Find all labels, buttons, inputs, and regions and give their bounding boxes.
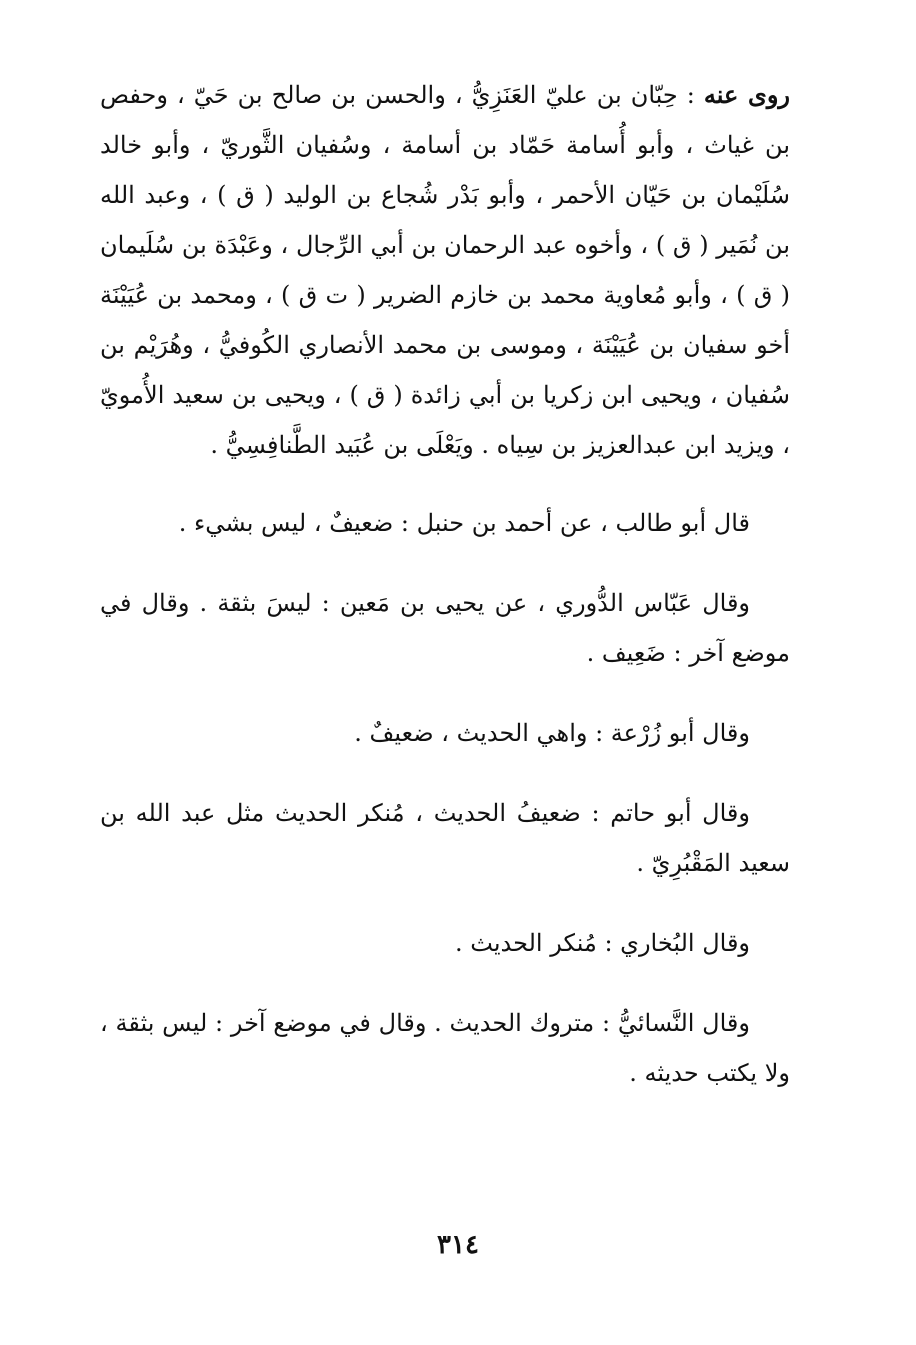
opinion-abu-hatim: وقال أبو حاتم : ضعيفُ الحديث ، مُنكر الحديث مثل عبد الله بن سعيد المَقْبُرِيّ . <box>100 799 790 877</box>
opinion-bukhari: وقال البُخاري : مُنكر الحديث . <box>455 929 750 957</box>
page-number: ٣١٤ <box>437 1230 479 1260</box>
opinion-abbas-aldouri: وقال عَبّاس الدُّوري ، عن يحيى بن مَعين : ليسَ بثقة . وقال في موضع آخر : ضَعِيف . <box>100 589 790 667</box>
opinion-nasai: وقال النَّسائيُّ : متروك الحديث . وقال في موضع آخر : ليس بثقة ، ولا يكتب حديثه . <box>100 1009 790 1087</box>
opinion-abu-talib: قال أبو طالب ، عن أحمد بن حنبل : ضعيفٌ ، ليس بشيء . <box>178 509 750 537</box>
narrators-lead: روى عنه <box>703 80 790 109</box>
opinion-abu-zura: وقال أبو زُرْعة : واهي الحديث ، ضعيفٌ . <box>354 719 750 747</box>
page-body <box>100 70 790 1128</box>
narrators-text: : حِبّان بن عليّ العَنَزِيُّ ، والحسن بن صالح بن حَيّ ، وحفص بن غياث ، وأبو أُسامة حَمّاد بن أسامة ، وسُفيان الثَّوريّ ، وأبو خالد سُلَيْمان بن حَيّان الأحمر ، وأبو بَدْر شُجاع بن الوليد ( ق ) ، وعبد الله بن نُمَير ( ق ) ، وأخوه عبد الرحمان بن أبي الرِّجال ، وعَبْدَة بن سُلَيمان ( ق ) ، وأبو مُعاوية محمد بن خازم الضرير ( ت ق ) ، ومحمد بن عُيَيْنَة أخو سفيان بن عُيَيْنَة ، وموسى بن محمد الأنصاري الكُوفيُّ ، وهُرَيْم بن سُفيان ، ويحيى ابن زكريا بن أبي زائدة ( ق ) ، ويحيى بن سعيد الأُمويّ ، ويزيد ابن عبدالعزيز بن سِياه . ويَعْلَى بن عُبَيد الطَّنافِسِيُّ . <box>100 81 791 459</box>
narrators-paragraph <box>100 70 790 470</box>
